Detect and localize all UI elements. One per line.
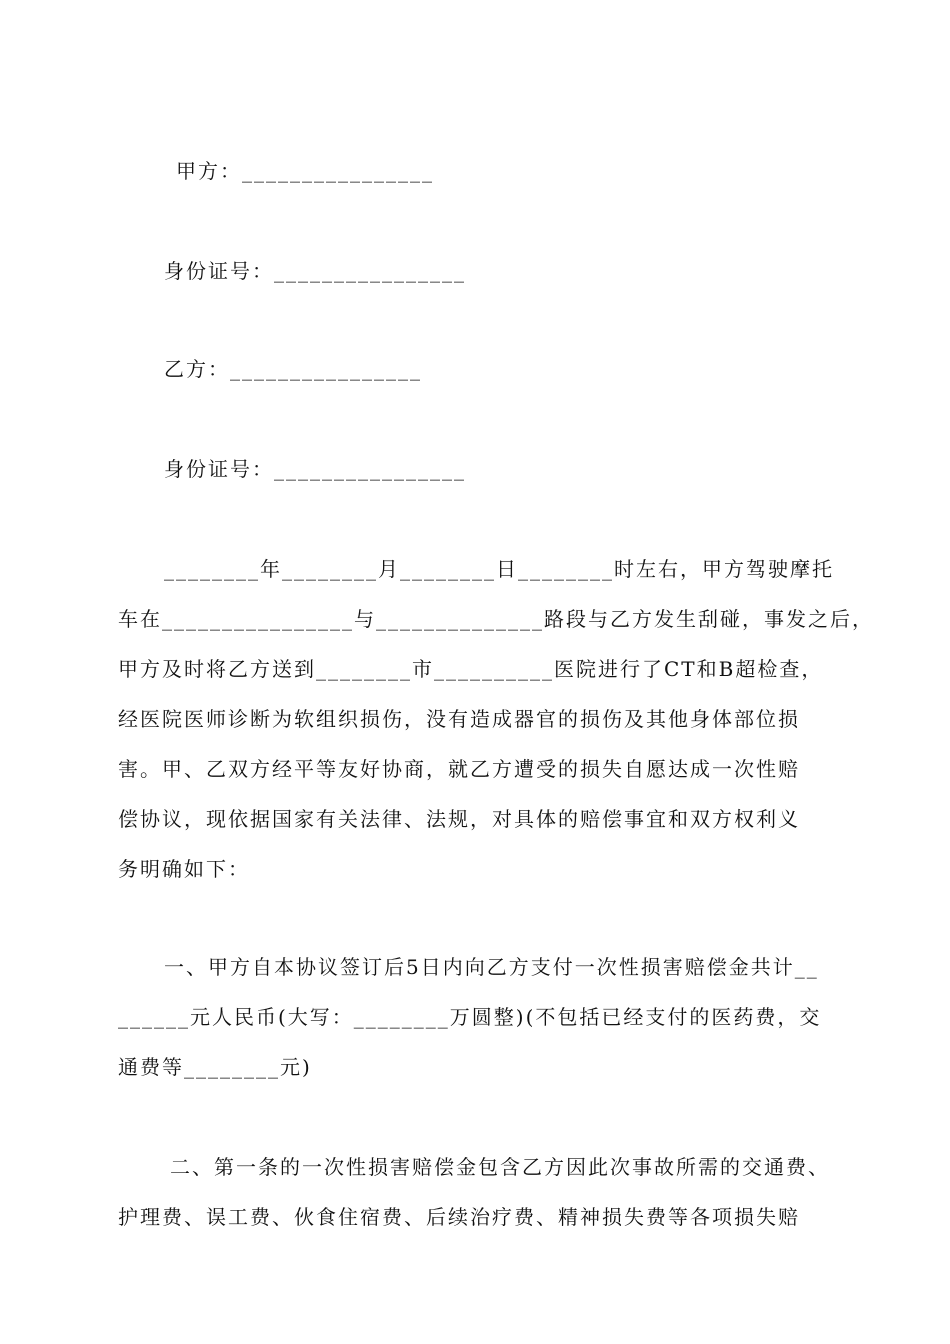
clause-2-line-2: 护理费、误工费、伙食住宿费、后续治疗费、精神损失费等各项损失赔 — [118, 1205, 800, 1229]
clause-1-line-1: 一、甲方自本协议签订后5日内向乙方支付一次性损害赔偿金共计__ — [164, 955, 819, 979]
party-b-id-line: 身份证号：________________ — [164, 457, 466, 481]
party-a-line: 甲方：________________ — [176, 159, 434, 183]
incident-line-7: 务明确如下： — [118, 857, 250, 881]
incident-line-2: 车在________________与______________路段与乙方发生刮碰，事发之后， — [118, 607, 874, 631]
incident-line-3: 甲方及时将乙方送到________市__________医院进行了CT和B超检查， — [118, 657, 824, 681]
clause-2-line-1: 二、第一条的一次性损害赔偿金包含乙方因此次事故所需的交通费、 — [170, 1155, 830, 1179]
incident-line-5: 害。甲、乙双方经平等友好协商，就乙方遭受的损失自愿达成一次性赔 — [118, 757, 800, 781]
party-b-line: 乙方：________________ — [164, 357, 422, 381]
incident-line-4: 经医院医师诊断为软组织损伤，没有造成器官的损伤及其他身体部位损 — [118, 707, 800, 731]
clause-1-line-2: ______元人民币(大写：________万圆整)(不包括已经支付的医药费，交 — [118, 1005, 822, 1029]
clause-1-line-3: 通费等________元) — [118, 1055, 312, 1079]
party-a-id-line: 身份证号：________________ — [164, 259, 466, 283]
incident-line-6: 偿协议，现依据国家有关法律、法规，对具体的赔偿事宜和双方权利义 — [118, 807, 800, 831]
incident-line-1: ________年________月________日________时左右，甲方驾驶摩托 — [164, 557, 834, 581]
